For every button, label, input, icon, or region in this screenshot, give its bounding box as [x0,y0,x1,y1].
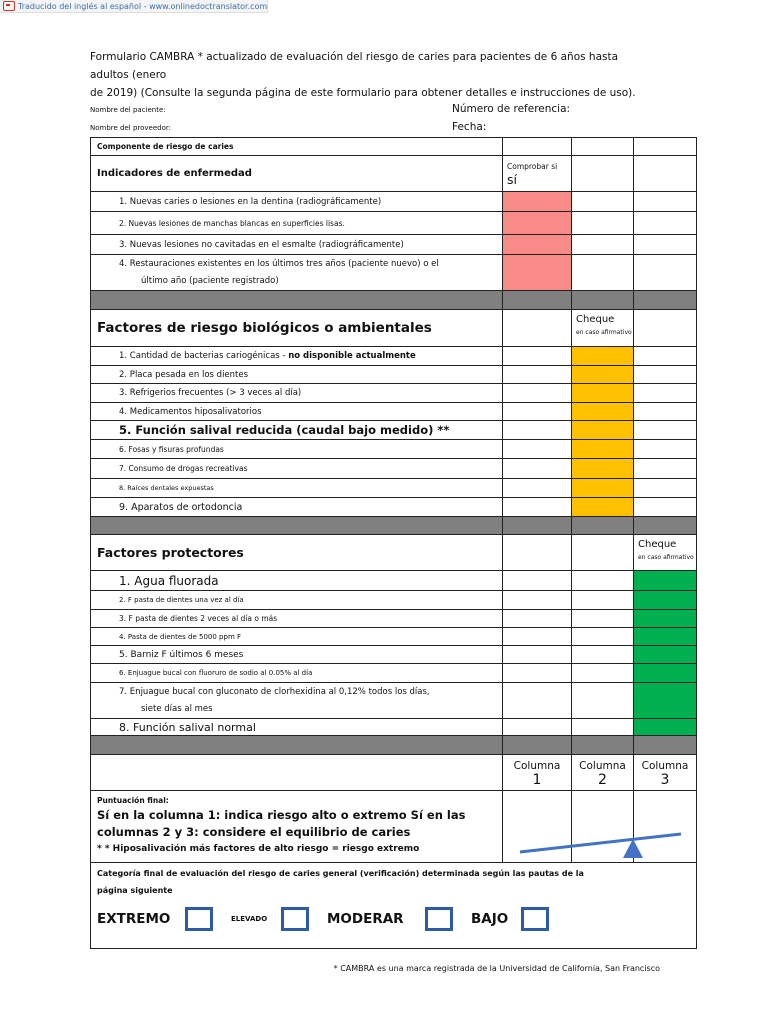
biological-check-2[interactable] [572,366,634,384]
table-row [91,156,697,192]
biological-item-1-bold: no disponible actualmente [288,351,416,361]
table-row [91,863,697,949]
table-row [91,719,697,736]
column-1-number: 1 [532,771,542,788]
protective-item-1: 1. Agua fluorada [91,571,503,591]
biological-check-header [572,310,634,347]
balance-beam [520,834,681,852]
category-options [97,907,696,931]
table-row [91,212,697,235]
table-row [91,440,697,459]
disease-item-2: 2. Nuevas lesiones de manchas blancas en superficies lisas. [91,212,503,235]
protective-item-6: 6. Enjuague bucal con fluoruro de sodio al 0.05% al día [91,664,503,683]
column-3-header [634,755,697,791]
protective-check-8[interactable] [634,719,697,736]
biological-check-sub: en caso afirmativo [576,329,632,336]
biological-check-7[interactable] [572,459,634,479]
disease-check-header [503,156,572,192]
protective-item-4: 4. Pasta de dientes de 5000 ppm F [91,628,503,646]
protective-item-7 [91,683,503,719]
intro-text [90,48,650,102]
balance-fulcrum [623,839,643,858]
intro-line-2: de 2019) (Consulte la segunda página de este formulario para obtener detalles e instrucciones de uso). [90,87,636,99]
biological-item-9: 9. Aparatos de ortodoncia [91,498,503,517]
category-elevated-checkbox[interactable] [281,907,309,931]
biological-item-1 [91,347,503,366]
intro-line-1: Formulario CAMBRA * actualizado de evaluación del riesgo de caries para pacientes de 6 años hasta adultos (enero [90,51,619,81]
protective-item-7-line-2: siete días al mes [141,703,213,714]
category-low-checkbox[interactable] [521,907,549,931]
category-moderate-checkbox[interactable] [425,907,453,931]
final-category-cell [91,863,697,949]
biological-check-4[interactable] [572,403,634,421]
protective-check-5[interactable] [634,646,697,664]
biological-item-3: 3. Refrigerios frecuentes (> 3 veces al día) [91,384,503,403]
biological-check-9[interactable] [572,498,634,517]
protective-check-sub: en caso afirmativo [638,554,694,561]
table-row [91,403,697,421]
table-row [91,347,697,366]
table-row [91,571,697,591]
protective-check-4[interactable] [634,628,697,646]
disease-check-1[interactable] [503,192,572,212]
final-score-line-3: * * Hiposalivación más factores de alto riesgo = riesgo extremo [97,844,420,854]
table-row [91,628,697,646]
disease-check-2[interactable] [503,212,572,235]
column-2-header [572,755,634,791]
table-row [91,755,697,791]
column-2-number: 2 [598,771,607,788]
table-row [91,384,697,403]
biological-check-label: Cheque [576,314,615,325]
protective-item-5: 5. Barniz F últimos 6 meses [91,646,503,664]
table-row [91,421,697,440]
table-row [91,255,697,291]
category-extreme-checkbox[interactable] [185,907,213,931]
protective-check-header [634,535,697,571]
disease-check-3[interactable] [503,235,572,255]
column-2-label: Columna [579,759,626,772]
translate-icon [3,1,15,11]
protective-item-2: 2. F pasta de dientes una vez al día [91,591,503,610]
column-3-label: Columna [641,759,689,772]
protective-check-6[interactable] [634,664,697,683]
biological-check-1[interactable] [572,347,634,366]
separator-row [91,291,697,310]
disease-item-3: 3. Nuevas lesiones no cavitadas en el esmalte (radiográficamente) [91,235,503,255]
category-extreme-label: EXTREMO [97,911,171,927]
biological-heading: Factores de riesgo biológicos o ambientales [91,310,503,347]
category-moderate-label: MODERAR [327,911,404,927]
biological-check-3[interactable] [572,384,634,403]
final-score-line-1: Sí en la columna 1: indica riesgo alto o extremo Sí en las [97,808,466,822]
protective-check-2[interactable] [634,591,697,610]
biological-item-5: 5. Función salival reducida (caudal bajo medido) ** [91,421,503,440]
category-line-2: página siguiente [97,886,173,895]
table-row [91,610,697,628]
disease-item-4-line-1: 4. Restauraciones existentes en los últimos tres años (paciente nuevo) o el [119,258,439,269]
category-low-label: BAJO [471,911,509,927]
date-label: Fecha: [452,121,487,133]
protective-check-1[interactable] [634,571,697,591]
footer-note: * CAMBRA es una marca registrada de la Universidad de California, San Francisco [333,964,660,973]
protective-check-7[interactable] [634,683,697,719]
biological-item-1-text: 1. Cantidad de bacterias cariogénicas - [119,351,286,361]
separator-row [91,736,697,755]
final-score-label: Puntuación final: [97,796,169,805]
disease-item-1: 1. Nuevas caries o lesiones en la dentina (radiográficamente) [91,192,503,212]
patient-name-label: Nombre del paciente: [90,106,166,114]
biological-item-4: 4. Medicamentos hiposalivatorios [91,403,503,421]
protective-check-label: Cheque [638,539,677,550]
biological-item-2: 2. Placa pesada en los dientes [91,366,503,384]
table-row [91,591,697,610]
protective-item-8: 8. Función salival normal [91,719,503,736]
component-header: Componente de riesgo de caries [91,138,503,156]
column-3-number: 3 [660,771,670,788]
table-row [91,535,697,571]
protective-check-3[interactable] [634,610,697,628]
table-row [91,138,697,156]
disease-check-yes: sí [507,172,517,187]
table-row [91,366,697,384]
disease-check-label: Comprobar si [507,162,558,171]
disease-check-4[interactable] [503,255,572,291]
protective-heading: Factores protectores [91,535,503,571]
disease-heading: Indicadores de enfermedad [91,156,503,192]
provider-name-label: Nombre del proveedor: [90,124,172,132]
category-elevated-label: ELEVADO [231,915,268,923]
table-row [91,310,697,347]
table-row [91,235,697,255]
column-1-label: Columna [513,759,561,772]
table-row [91,192,697,212]
table-row [91,498,697,517]
biological-check-5[interactable] [572,421,634,440]
disease-item-4-line-2: último año (paciente registrado) [141,275,279,286]
column-1-header [503,755,572,791]
translator-bar-text: Traducido del inglés al español - www.onlinedoctranslator.com [18,1,268,11]
table-row [91,459,697,479]
final-score-cell [91,791,503,863]
biological-check-6[interactable] [572,440,634,459]
biological-item-8: 8. Raíces dentales expuestas [91,479,503,498]
translator-bar[interactable] [0,0,268,13]
reference-label: Número de referencia: [452,103,571,115]
biological-check-8[interactable] [572,479,634,498]
final-score-line-2: columnas 2 y 3: considere el equilibrio de caries [97,825,411,839]
table-row [91,479,697,498]
biological-item-6: 6. Fosas y fisuras profundas [91,440,503,459]
biological-item-7: 7. Consumo de drogas recreativas [91,459,503,479]
protective-item-7-line-1: 7. Enjuague bucal con gluconato de clorhexidina al 0,12% todos los días, [119,686,430,697]
protective-item-3: 3. F pasta de dientes 2 veces al día o más [91,610,503,628]
caries-balance-icon [515,828,687,862]
disease-item-4 [91,255,503,291]
category-line-1: Categoría final de evaluación del riesgo de caries general (verificación) determinada según las pautas de la [97,869,584,878]
table-row [91,646,697,664]
table-row [91,664,697,683]
separator-row [91,517,697,535]
table-row [91,683,697,719]
